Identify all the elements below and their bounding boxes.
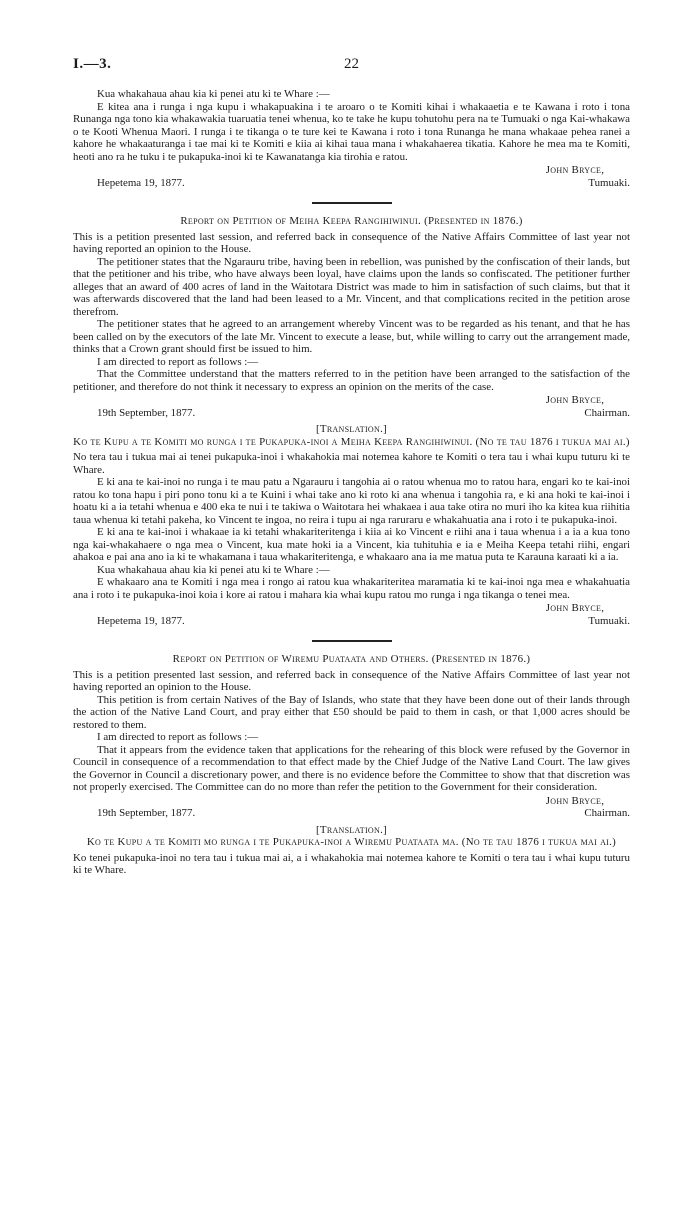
signature-date: 19th September, 1877. [97,406,196,419]
signature-date: Hepetema 19, 1877. [97,614,185,627]
signature-date: 19th September, 1877. [97,807,196,819]
paragraph: The petitioner states that he agreed to an arrangement whereby Vincent was to be regarded as his tenant, and that he has been called on by the executors of the late Mr. Vincent to execute a lease, but, while willing to carry out the arrangement made, thinks that a Crown grant should first be issued to him. [73,318,630,355]
signature-block [73,394,630,419]
paragraph: That the Committee understand that the matters referred to in the petition have been arranged to the satisfaction of the petitioner, and therefore do not think it necessary to express an opinion on the merits of the case. [73,368,630,393]
paragraph: This petition is from certain Natives of the Bay of Islands, who state that they have been done out of their lands through the action of the Native Land Court, and pray either that £50 should be paid to them in cash, or that 1,000 acres should be restored to them. [73,693,630,731]
section-title: Report on Petition of Wiremu Puataata and Others. (Presented in 1876.) [172,653,531,665]
signatory [520,602,630,627]
section-title: Ko te Kupu a te Komiti mo runga i te Pukapuka-inoi a Wiremu Puataata ma. (No te tau 1876 i tukua mai ai.) [86,836,617,848]
page-header [73,58,630,88]
paragraph: I am directed to report as follows :— [97,731,259,743]
paragraph: I am directed to report as follows :— [97,355,259,368]
paragraph: E kitea ana i runga i nga kupu i whakapuakina i te aroaro o te Komiti kihai i whakaaetia e te Kawana i roto i tona Runanga nga tono kia whakawakia tuaruatia tenei whenua, ko te take he kupu tohutohu pera na te Tumuaki o nga Kai-whakawa o te Kooti Whenua Maori. I runga i te tikanga o te ture kei te Kawana i roto i tona Runanga he mana whakaae pehea ranei a kahore he whakaaturanga i tae mai ki te Komiti e kiia ai kihai taua mana i whakahaerea tikatia. Kahore he mea ma te Komiti, heoti ano ra he tuku i te pukapuka-inoi ki te Kawanatanga kia tirohia e ratou. [73,100,630,163]
paragraph: E ki ana te kai-inoi no runga i te mau patu a Ngarauru i tangohia ai o ratou whenua mo to ratou hara, engari ko te kai-inoi ratou ko tona hapu i piri pono tonu ki a te Kuini i whai take ano ki roto ki ana whenua i tangohia ra, e ki ana hoki te kai-inoi i hoatu ki a ia tetahi whenua e 400 eka te nui i te takiwa o Waitotara hei whakaea i aua take otira no muri iho ka kitea kua riihitia taua whenua ki tetahi pakeha, ko Vincent te ingoa, no reira i tupu ai nga raruraru e whakahuatia ana i roto i te pukapuka-inoi. [73,476,630,526]
signatory [520,164,630,189]
page-number: 22 [344,56,359,72]
section-divider [312,640,392,642]
signatory-name: John Bryce, [545,602,605,614]
paragraph: E whakaaro ana te Komiti i nga mea i rongo ai ratou kua whakariteritea maramatia ki te kai-inoi nga mea e whakahuatia ana i roto i te pukapuka-inoi koia i kore ai ratou i mahara kia whai kupu ratou mo runga i nga tikanga o tenei mea. [73,576,630,601]
paragraph: No tera tau i tukua mai ai tenei pukapuka-inoi i whakahokia mai notemea kahore te Komiti o tera tau i whai kupu tuturu ki te Whare. [73,451,630,476]
signature-date: Hepetema 19, 1877. [97,176,185,189]
signatory-name: John Bryce, [545,794,605,807]
document-body [73,88,630,877]
signatory-name: John Bryce, [545,164,605,176]
signature-block [73,164,630,189]
paragraph: Kua whakahaua ahau kia ki penei atu ki te Whare :— [97,88,330,100]
signatory-role: Tumuaki. [588,614,630,627]
signatory [520,795,630,820]
signatory-role: Chairman. [584,406,630,419]
signatory-role: Tumuaki. [588,176,630,189]
paragraph: This is a petition presented last session, and referred back in consequence of the Native Affairs Committee of last year not having reported an opinion to the House. [73,230,630,255]
section-title: Ko te Kupu a te Komiti mo runga i te Pukapuka-inoi a Meiha Keepa Rangihiwinui. (No te tau 1876 i tukua mai ai.) [73,435,630,448]
signature-block [73,602,630,627]
paragraph: This is a petition presented last session, and referred back in consequence of the Native Affairs Committee of last year not having reported an opinion to the House. [73,668,630,693]
paragraph: E ki ana te kai-inoi i whakaae ia ki tetahi whakariteritenga i kiia ai ko Vincent e riihi ana i taua whenua i a ia a kua tono nga kai-whakahaere o nga mea o Vincent, kua mate hoki ia a Vincent, kia tuhituhia e ia e Meiha Keepa tetahi riihi, engari ahakoa e pai ana ano ia ki te whakamana i taua whakariteritenga, e whakaaro ana ia me matua puta te Karauna karaati ki a ia. [73,526,630,563]
signatory-name: John Bryce, [545,394,605,406]
signatory [520,394,630,419]
signature-block [73,795,630,820]
section-title: Report on Petition of Meiha Keepa Rangihiwinui. (Presented in 1876.) [180,215,523,227]
translation-label: [Translation.] [315,823,388,836]
paragraph: Kua whakahaua ahau kia ki penei atu ki te Whare :— [97,563,330,576]
section-divider [312,202,392,204]
paragraph: Ko tenei pukapuka-inoi no tera tau i tukua mai ai, a i whakahokia mai notemea kahore te Komiti o tera tau i whai kupu tuturu ki te Whare. [73,851,630,876]
signatory-role: Chairman. [584,807,630,819]
translation-label: [Translation.] [315,423,388,435]
document-reference: I.—3. [73,56,112,72]
paragraph: That it appears from the evidence taken that applications for the rehearing of this block were refused by the Governor in Council in consequence of a recommendation to that effect made by the Chief Judge of the Native Land Court. The law gives the Governor in Council a discretionary power, and there is no evidence before the Committee to show that that discretion was not properly exercised. The Committee can do no more than refer the petition to the Government for their consideration. [73,743,630,793]
paragraph: The petitioner states that the Ngarauru tribe, having been in rebellion, was punished by the confiscation of their lands, but that the petitioner and his tribe, who have always been loyal, have claims upon the lands so confiscated. The petitioner further alleges that an award of 400 acres of land in the Waitotara District was made to him in satisfaction of such claims, but that it was afterwards discovered that the land had been leased to a Mr. Vincent, and that complications recited in the petition arose therefrom. [73,255,630,318]
